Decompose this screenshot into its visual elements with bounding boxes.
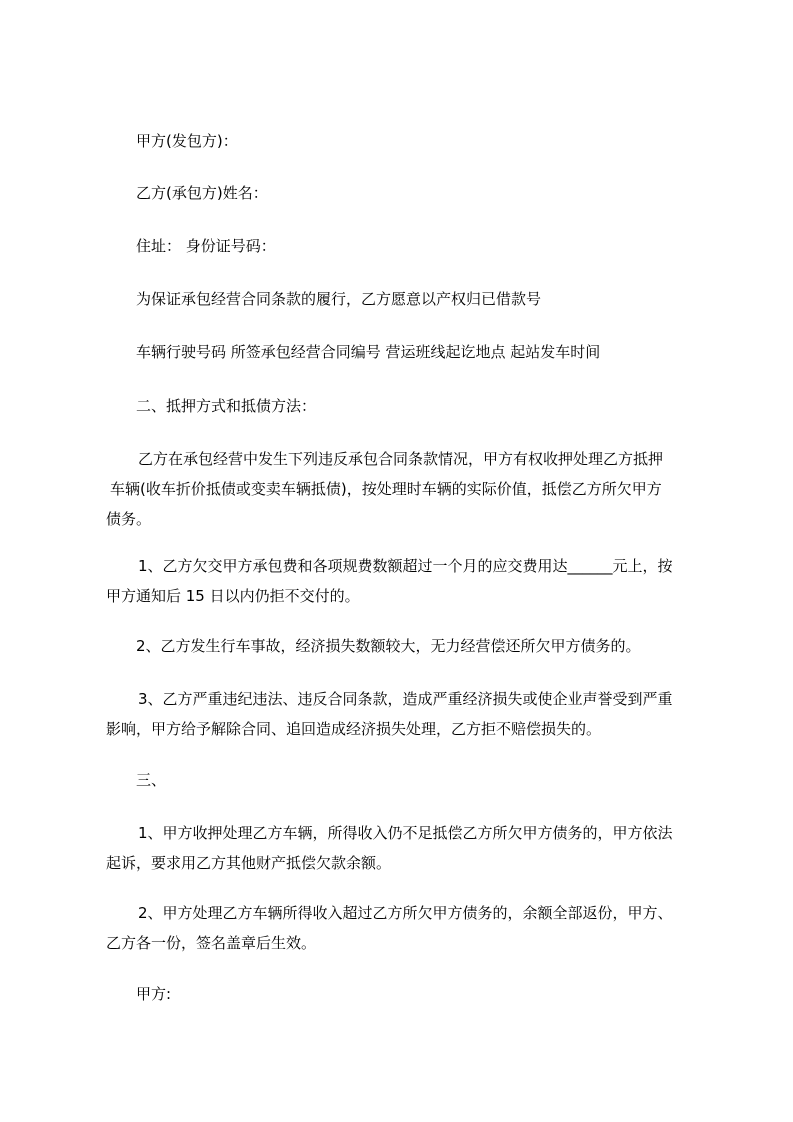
address-id-line: 住址： 身份证号码： <box>136 237 276 255</box>
section-three-item-1-line: 起诉，要求用乙方其他财产抵偿欠款余额。 <box>106 854 392 872</box>
party-a-header: 甲方(发包方)： <box>136 132 238 150</box>
section-two-body <box>106 444 712 534</box>
item-1 <box>106 551 712 611</box>
item-3 <box>106 684 712 744</box>
section-two-body-line: 债务。 <box>106 510 152 528</box>
vehicle-fields: 车辆行驶号码 所签承包经营合同编号 营运班线起讫地点 起站发车时间 <box>136 343 601 361</box>
section-three-item-2-line: 2、甲方处理乙方车辆所得收入超过乙方所欠甲方债务的，余额全部返份，甲方、 <box>138 904 673 922</box>
guarantee-intro: 为保证承包经营合同条款的履行，乙方愿意以产权归已借款号 <box>136 290 542 308</box>
item-3-line: 3、乙方严重违纪违法、违反合同条款，造成严重经济损失或使企业声誉受到严重 <box>138 690 673 708</box>
party-b-name: 乙方(承包方)姓名： <box>136 184 268 202</box>
section-three-item-2-line: 乙方各一份，签名盖章后生效。 <box>106 934 317 952</box>
item-2: 2、乙方发生行车事故，经济损失数额较大，无力经营偿还所欠甲方债务的。 <box>136 637 641 655</box>
item-1-line: 1、乙方欠交甲方承包费和各项规费数额超过一个月的应交费用达______元上，按 <box>138 557 673 575</box>
section-two-body-line: 乙方在承包经营中发生下列违反承包合同条款情况，甲方有权收押处理乙方抵押 <box>138 450 664 468</box>
section-three-title: 三、 <box>136 771 167 789</box>
section-three-item-1-line: 1、甲方收押处理乙方车辆，所得收入仍不足抵偿乙方所欠甲方债务的，甲方依法 <box>138 824 673 842</box>
item-3-line: 影响，甲方给予解除合同、追回造成经济损失处理，乙方拒不赔偿损失的。 <box>106 720 602 738</box>
item-1-line: 甲方通知后 15 日以内仍拒不交付的。 <box>106 587 360 605</box>
section-three-item-2 <box>106 898 712 958</box>
section-three-item-1 <box>106 818 712 878</box>
signature-party-a: 甲方: <box>136 985 172 1003</box>
section-two-title: 二、抵押方式和抵债方法： <box>136 397 317 415</box>
section-two-body-line: 车辆(收车折价抵债或变卖车辆抵债)，按处理时车辆的实际价值，抵偿乙方所欠甲方 <box>110 480 662 498</box>
